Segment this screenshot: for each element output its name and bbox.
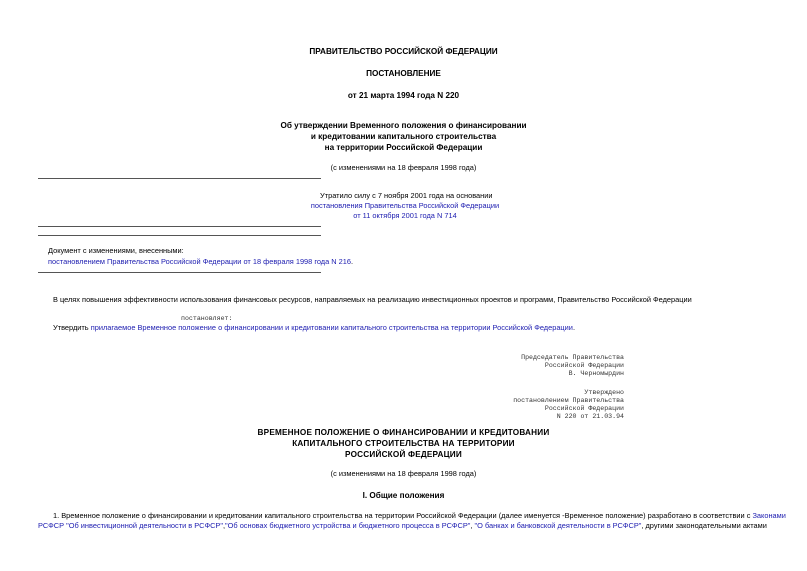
divider: [38, 235, 321, 236]
repeal-link-line-2[interactable]: от 11 октября 2001 года N 714: [353, 211, 457, 220]
annex-amendments-note: (с изменениями на 18 февраля 1998 года): [330, 469, 477, 478]
laws-link[interactable]: Законами: [752, 511, 786, 520]
separator: ,: [470, 521, 475, 530]
approved-line-1: Утверждено: [584, 389, 624, 396]
approved-line-4: N 220 от 21.03.94: [556, 413, 624, 420]
annex-title-line-1: ВРЕМЕННОЕ ПОЛОЖЕНИЕ О ФИНАНСИРОВАНИИ И КРЕДИТОВАНИИ: [257, 428, 550, 437]
approve-link[interactable]: прилагаемое Временное положение о финансировании и кредитовании капитального строительства на территории Российской Федерации: [90, 323, 573, 332]
approve-paragraph: [53, 323, 575, 332]
signature-line-1: Председатель Правительства: [521, 354, 624, 361]
government-heading: ПРАВИТЕЛЬСТВО РОССИЙСКОЙ ФЕДЕРАЦИИ: [309, 47, 498, 56]
document-title-line-3: на территории Российской Федерации: [324, 143, 483, 152]
approved-line-2: постановлением Правительства: [513, 397, 624, 404]
amendment-line: [48, 257, 353, 266]
approve-prefix: Утвердить: [53, 323, 91, 332]
signature-line-3: В. Черномырдин: [568, 370, 624, 377]
annex-title-line-2: КАПИТАЛЬНОГО СТРОИТЕЛЬСТВА НА ТЕРРИТОРИИ: [292, 439, 515, 448]
approve-tail: .: [572, 323, 575, 332]
amendments-note: (с изменениями на 18 февраля 1998 года): [330, 163, 477, 172]
paragraph-1-end: , другими законодательными актами: [641, 521, 767, 530]
repeal-note: Утратило силу с 7 ноября 2001 года на основании: [320, 191, 493, 200]
document-title-line-2: и кредитовании капитального строительства: [310, 132, 497, 141]
document-type: ПОСТАНОВЛЕНИЕ: [366, 69, 441, 78]
banks-law-link[interactable]: "О банках и банковской деятельности в РСФСР": [474, 521, 642, 530]
amendment-link[interactable]: постановлением Правительства Российской Федерации от 18 февраля 1998 года N 216: [48, 257, 352, 266]
paragraph-1-line-2: [38, 521, 771, 530]
paragraph-1-text: 1. Временное положение о финансировании и кредитовании капитального строительства на территории Российской Федерации (далее именуется -Временное положение) разработано в соответствии с: [53, 511, 753, 520]
divider: [38, 178, 321, 179]
document-title-line-1: Об утверждении Временного положения о финансировании: [280, 121, 527, 130]
signature-line-2: Российской Федерации: [544, 362, 624, 369]
annex-title-line-3: РОССИЙСКОЙ ФЕДЕРАЦИИ: [345, 450, 462, 459]
amendment-label: Документ с изменениями, внесенными:: [48, 246, 184, 255]
document-date-number: от 21 марта 1994 года N 220: [347, 91, 460, 100]
divider: [38, 226, 321, 227]
decides-word: постановляет:: [181, 315, 233, 322]
separator: ,: [222, 521, 226, 530]
repeal-link-line-1[interactable]: постановления Правительства Российской Федерации: [310, 201, 500, 210]
preamble-paragraph: В целях повышения эффективности использования финансовых ресурсов, направляемых на реализацию инвестиционных проектов и программ, Правительство Российской Федерации: [53, 295, 692, 304]
paragraph-1-line-1: [53, 511, 786, 520]
section-title: I. Общие положения: [362, 491, 445, 500]
amendment-tail: .: [351, 257, 354, 266]
investment-law-link[interactable]: РСФСР "Об инвестиционной деятельности в РСФСР": [38, 521, 223, 530]
approved-line-3: Российской Федерации: [544, 405, 624, 412]
divider: [38, 272, 321, 273]
budget-law-link[interactable]: "Об основах бюджетного устройства и бюджетного процесса в РСФСР": [225, 521, 471, 530]
